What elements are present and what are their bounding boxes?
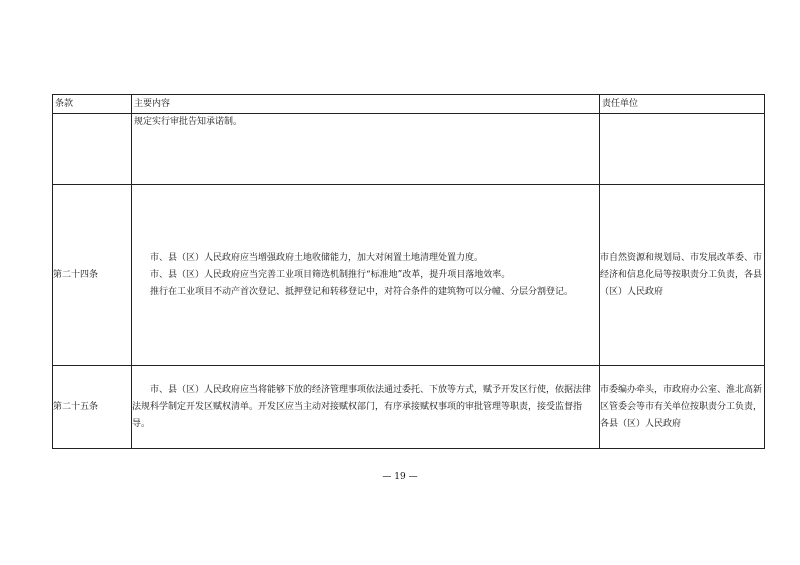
row2-paragraph-3: 推行在工业项目不动产首次登记、抵押登记和转移登记中，对符合条件的建筑物可以分幢、分层分割登记。 (150, 286, 574, 297)
row1-clause (53, 114, 132, 185)
table-header-row (53, 95, 765, 114)
row1-content-text: 规定实行审批告知承诺制。 (134, 117, 243, 127)
row1-unit (600, 114, 765, 185)
row3-unit: 市委编办牵头，市政府办公室、淮北高新区管委会等市有关单位按职责分工负责，各县（区）人民政府 (600, 366, 765, 449)
header-clause: 条款 (53, 95, 132, 114)
row3-clause: 第二十五条 (53, 366, 132, 449)
table-row (53, 114, 765, 185)
header-unit: 责任单位 (600, 95, 765, 114)
row2-unit: 市自然资源和规划局、市发展改革委、市经济和信息化局等按职责分工负责，各县（区）人民政府 (600, 185, 765, 366)
row3-paragraph-1: 市、县（区）人民政府应当将能够下放的经济管理事项依法通过委托、下放等方式，赋予开发区行使，依据法律法规科学制定开发区赋权清单。开发区应当主动对接赋权部门，有序承接赋权事项的审批管理等职责，接受监督指导。 (132, 384, 592, 429)
provisions-table (52, 94, 765, 449)
header-content: 主要内容 (132, 95, 600, 114)
row2-paragraph-1: 市、县（区）人民政府应当增强政府土地收储能力，加大对闲置土地清理处置力度。 (150, 252, 484, 263)
row2-clause: 第二十四条 (53, 185, 132, 366)
row1-content (132, 114, 600, 185)
table-row (53, 185, 765, 366)
row2-paragraph-2: 市、县（区）人民政府应当完善工业项目筛选机制推行“标准地”改革，提升项目落地效率。 (150, 269, 511, 280)
row2-content (132, 185, 600, 366)
page-number: — 19 — (382, 472, 418, 482)
table-row (53, 366, 765, 449)
row3-content (132, 366, 600, 449)
